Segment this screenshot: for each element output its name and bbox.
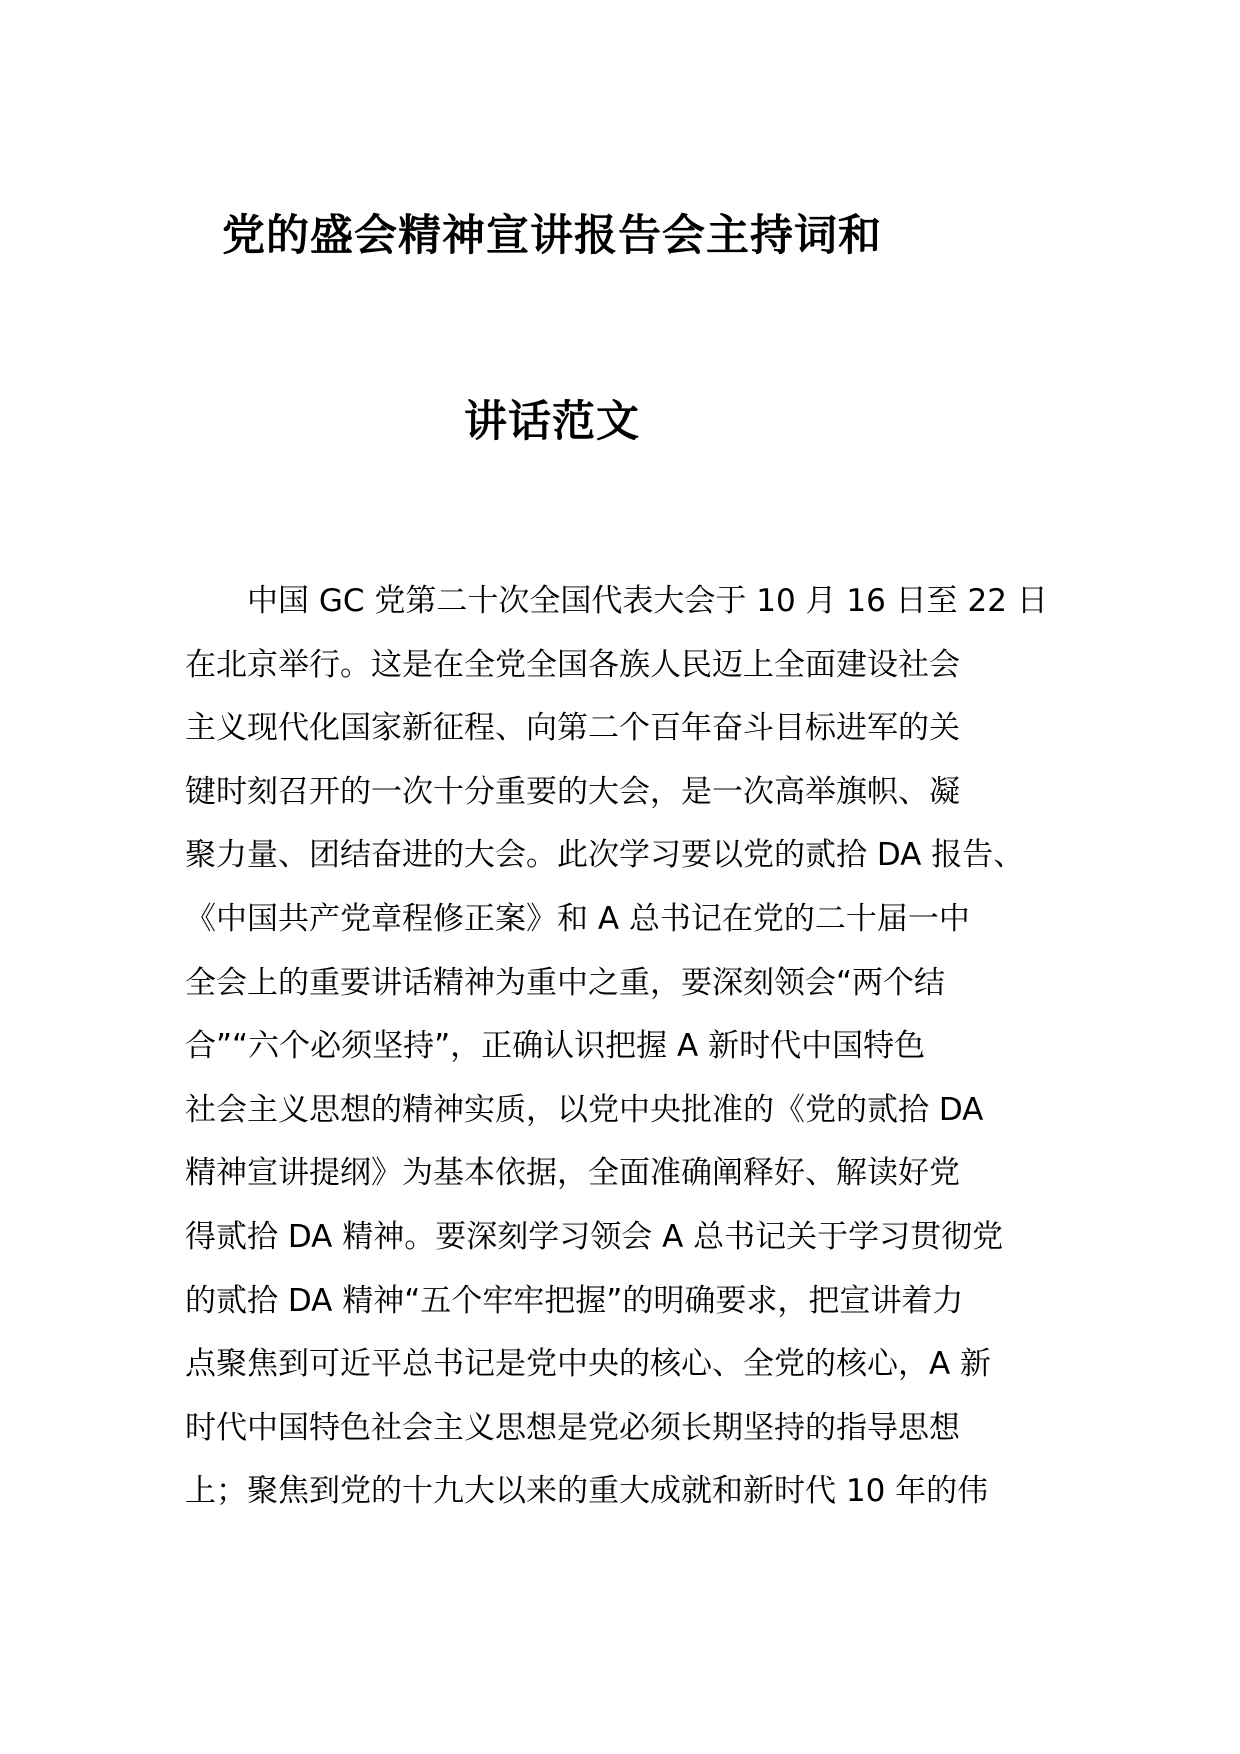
body-line-10: 精神宣讲提纲》为基本依据，全面准确阐释好、解读好党 — [185, 1155, 960, 1192]
document-title-line-2: 讲话范文 — [464, 397, 640, 447]
body-line-8: 合”“六个必须坚持”，正确认识把握 A 新时代中国特色 — [185, 1028, 926, 1065]
body-line-15: 上；聚焦到党的十九大以来的重大成就和新时代 10 年的伟 — [185, 1473, 989, 1510]
body-line-7: 全会上的重要讲话精神为重中之重，要深刻领会“两个结 — [185, 964, 946, 1001]
document-body — [185, 570, 1048, 1524]
body-line-9: 社会主义思想的精神实质，以党中央批准的《党的贰拾 DA — [185, 1091, 984, 1128]
body-line-1: 中国 GC 党第二十次全国代表大会于 10 月 16 日至 22 日 — [185, 583, 1048, 619]
body-line-2: 在北京举行。这是在全党全国各族人民迈上全面建设社会 — [185, 646, 960, 683]
body-line-13: 点聚焦到可近平总书记是党中央的核心、全党的核心，A 新 — [185, 1346, 992, 1383]
body-line-14: 时代中国特色社会主义思想是党必须长期坚持的指导思想 — [185, 1409, 960, 1446]
body-line-11: 得贰拾 DA 精神。要深刻学习领会 A 总书记关于学习贯彻党 — [185, 1218, 1004, 1255]
body-line-5: 聚力量、团结奋进的大会。此次学习要以党的贰拾 DA 报告、 — [185, 837, 1025, 874]
document-title-line-1: 党的盛会精神宣讲报告会主持词和 — [222, 211, 882, 261]
body-line-3: 主义现代化国家新征程、向第二个百年奋斗目标进军的关 — [185, 710, 960, 747]
body-line-4: 键时刻召开的一次十分重要的大会，是一次高举旗帜、凝 — [185, 773, 960, 810]
body-line-6: 《中国共产党章程修正案》和 A 总书记在党的二十届一中 — [185, 900, 970, 937]
body-line-12: 的贰拾 DA 精神“五个牢牢把握”的明确要求，把宣讲着力 — [185, 1282, 964, 1319]
